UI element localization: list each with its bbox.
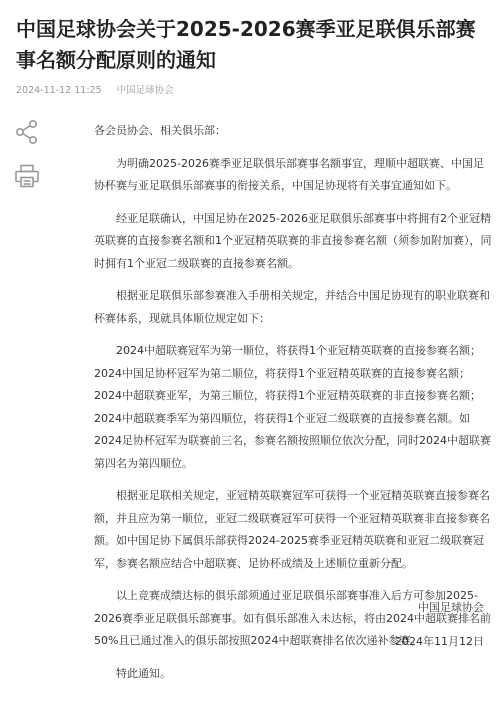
share-icon[interactable] bbox=[14, 119, 40, 145]
article-source: 中国足球协会 bbox=[116, 85, 174, 96]
paragraph-rules-intro: 根据亚足联俱乐部参赛准入手册相关规定，并结合中国足协现有的职业联赛和杯赛体系，现就具体顺位规定如下： bbox=[94, 289, 490, 325]
paragraph-purpose: 为明确2025-2026赛季亚足联俱乐部赛事名额事宜，理顺中超联赛、中国足协杯赛与亚足联俱乐部赛事的衔接关系，中国足协现将有关事宜通知如下。 bbox=[94, 156, 484, 192]
signature-date: 2024年11月12日 bbox=[395, 634, 484, 648]
paragraph-licensing: 以上竞赛成绩达标的俱乐部须通过亚足联俱乐部赛事准入后方可参加2025-2026赛季亚足联俱乐部赛事。如有俱乐部准入未达标，将由2024中超联赛排名前50%且已通过准入的俱乐部按照2024中超联赛排名依次递补参赛。 bbox=[94, 589, 491, 647]
article-meta bbox=[16, 82, 174, 96]
paragraph-quota: 经亚足联确认，中国足协在2025-2026亚足联俱乐部赛事中将拥有2个亚冠精英联赛的直接参赛名额和1个亚冠精英联赛的非直接参赛名额（须参加附加赛），同时拥有1个亚冠二级联赛的直接参赛名额。 bbox=[94, 211, 492, 270]
signature-org: 中国足球协会 bbox=[418, 601, 484, 614]
salutation: 各会员协会、相关俱乐部： bbox=[94, 124, 226, 137]
closing-line: 特此通知。 bbox=[116, 666, 171, 680]
article-title: 中国足球协会关于2025-2026赛季亚足联俱乐部赛事名额分配原则的通知 bbox=[16, 17, 476, 72]
signature-block bbox=[395, 597, 484, 653]
print-icon[interactable] bbox=[14, 164, 40, 188]
paragraph-afc-rules: 根据亚足联相关规定，亚冠精英联赛冠军可获得一个亚冠精英联赛直接参赛名额，并且应为第一顺位，亚冠二级联赛冠军可获得一个亚冠精英联赛非直接参赛名额。如中国足协下属俱乐部获得2024-2025赛季亚冠精英联赛和亚冠二级联赛冠军，参赛名额应结合中超联赛、足协杯成绩及上述顺位重新分配。 bbox=[94, 489, 490, 570]
publish-date: 2024-11-12 11:25 bbox=[16, 85, 102, 96]
paragraph-ranking: 2024中超联赛冠军为第一顺位，将获得1个亚冠精英联赛的直接参赛名额；2024中国足协杯冠军为第二顺位，将获得1个亚冠精英联赛的直接参赛名额；2024中超联赛亚军，为第三顺位，将获得1个亚冠精英联赛的非直接参赛名额；2024中超联赛季军为第四顺位，将获得1个亚冠二级联赛的直接参赛名额。如2024足协杯冠军为联赛前三名，参赛名额按照顺位依次分配，同时2024中超联赛第四名为第四顺位。 bbox=[94, 344, 491, 470]
